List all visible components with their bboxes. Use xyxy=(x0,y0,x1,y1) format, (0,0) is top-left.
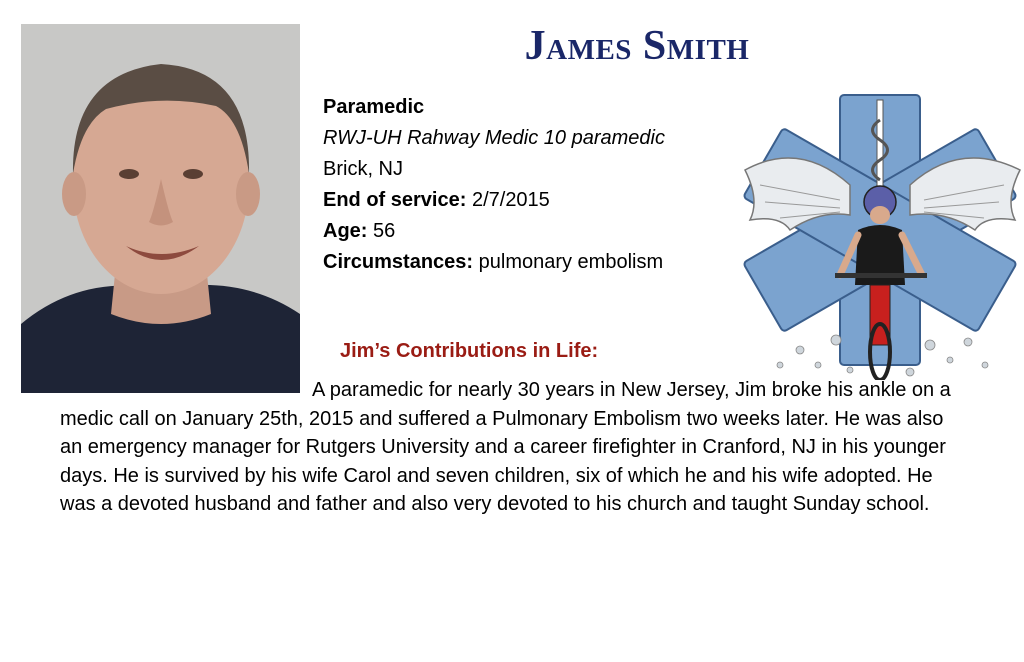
role: Paramedic xyxy=(323,96,425,118)
portrait-illustration xyxy=(21,24,300,393)
contributions-heading: Jim’s Contributions in Life: xyxy=(340,340,599,362)
person-name: James Smith xyxy=(524,23,750,69)
agency: RWJ-UH Rahway Medic 10 paramedic xyxy=(323,127,665,149)
age-value: 56 xyxy=(373,220,396,242)
circumstances-row xyxy=(323,247,665,278)
service-details xyxy=(323,92,665,278)
end-of-service-row xyxy=(323,185,665,216)
circumstances-value: pulmonary embolism xyxy=(478,251,664,273)
age-row xyxy=(323,216,665,247)
circumstances-label: Circumstances: xyxy=(323,251,474,273)
age-label: Age: xyxy=(323,220,368,242)
end-of-service-label: End of service: xyxy=(323,189,467,211)
end-of-service-value: 2/7/2015 xyxy=(471,189,550,211)
winged-star-of-life-cyclist-icon xyxy=(740,90,1024,380)
portrait-photo xyxy=(21,24,300,393)
location: Brick, NJ xyxy=(323,158,403,180)
biography-text: A paramedic for nearly 30 years in New Jersey, Jim broke his ankle on a medic call on January 25th, 2015 and suffered a Pulmonary Embolism two weeks later. He was also an emergency manager for Rutgers University and a career firefighter in Cranford, NJ in his younger days. He is survived by his wife Carol and seven children, six of which he and his wife adopted. He was a devoted husband and father and also very devoted to his church and taught Sunday school. xyxy=(60,379,951,515)
